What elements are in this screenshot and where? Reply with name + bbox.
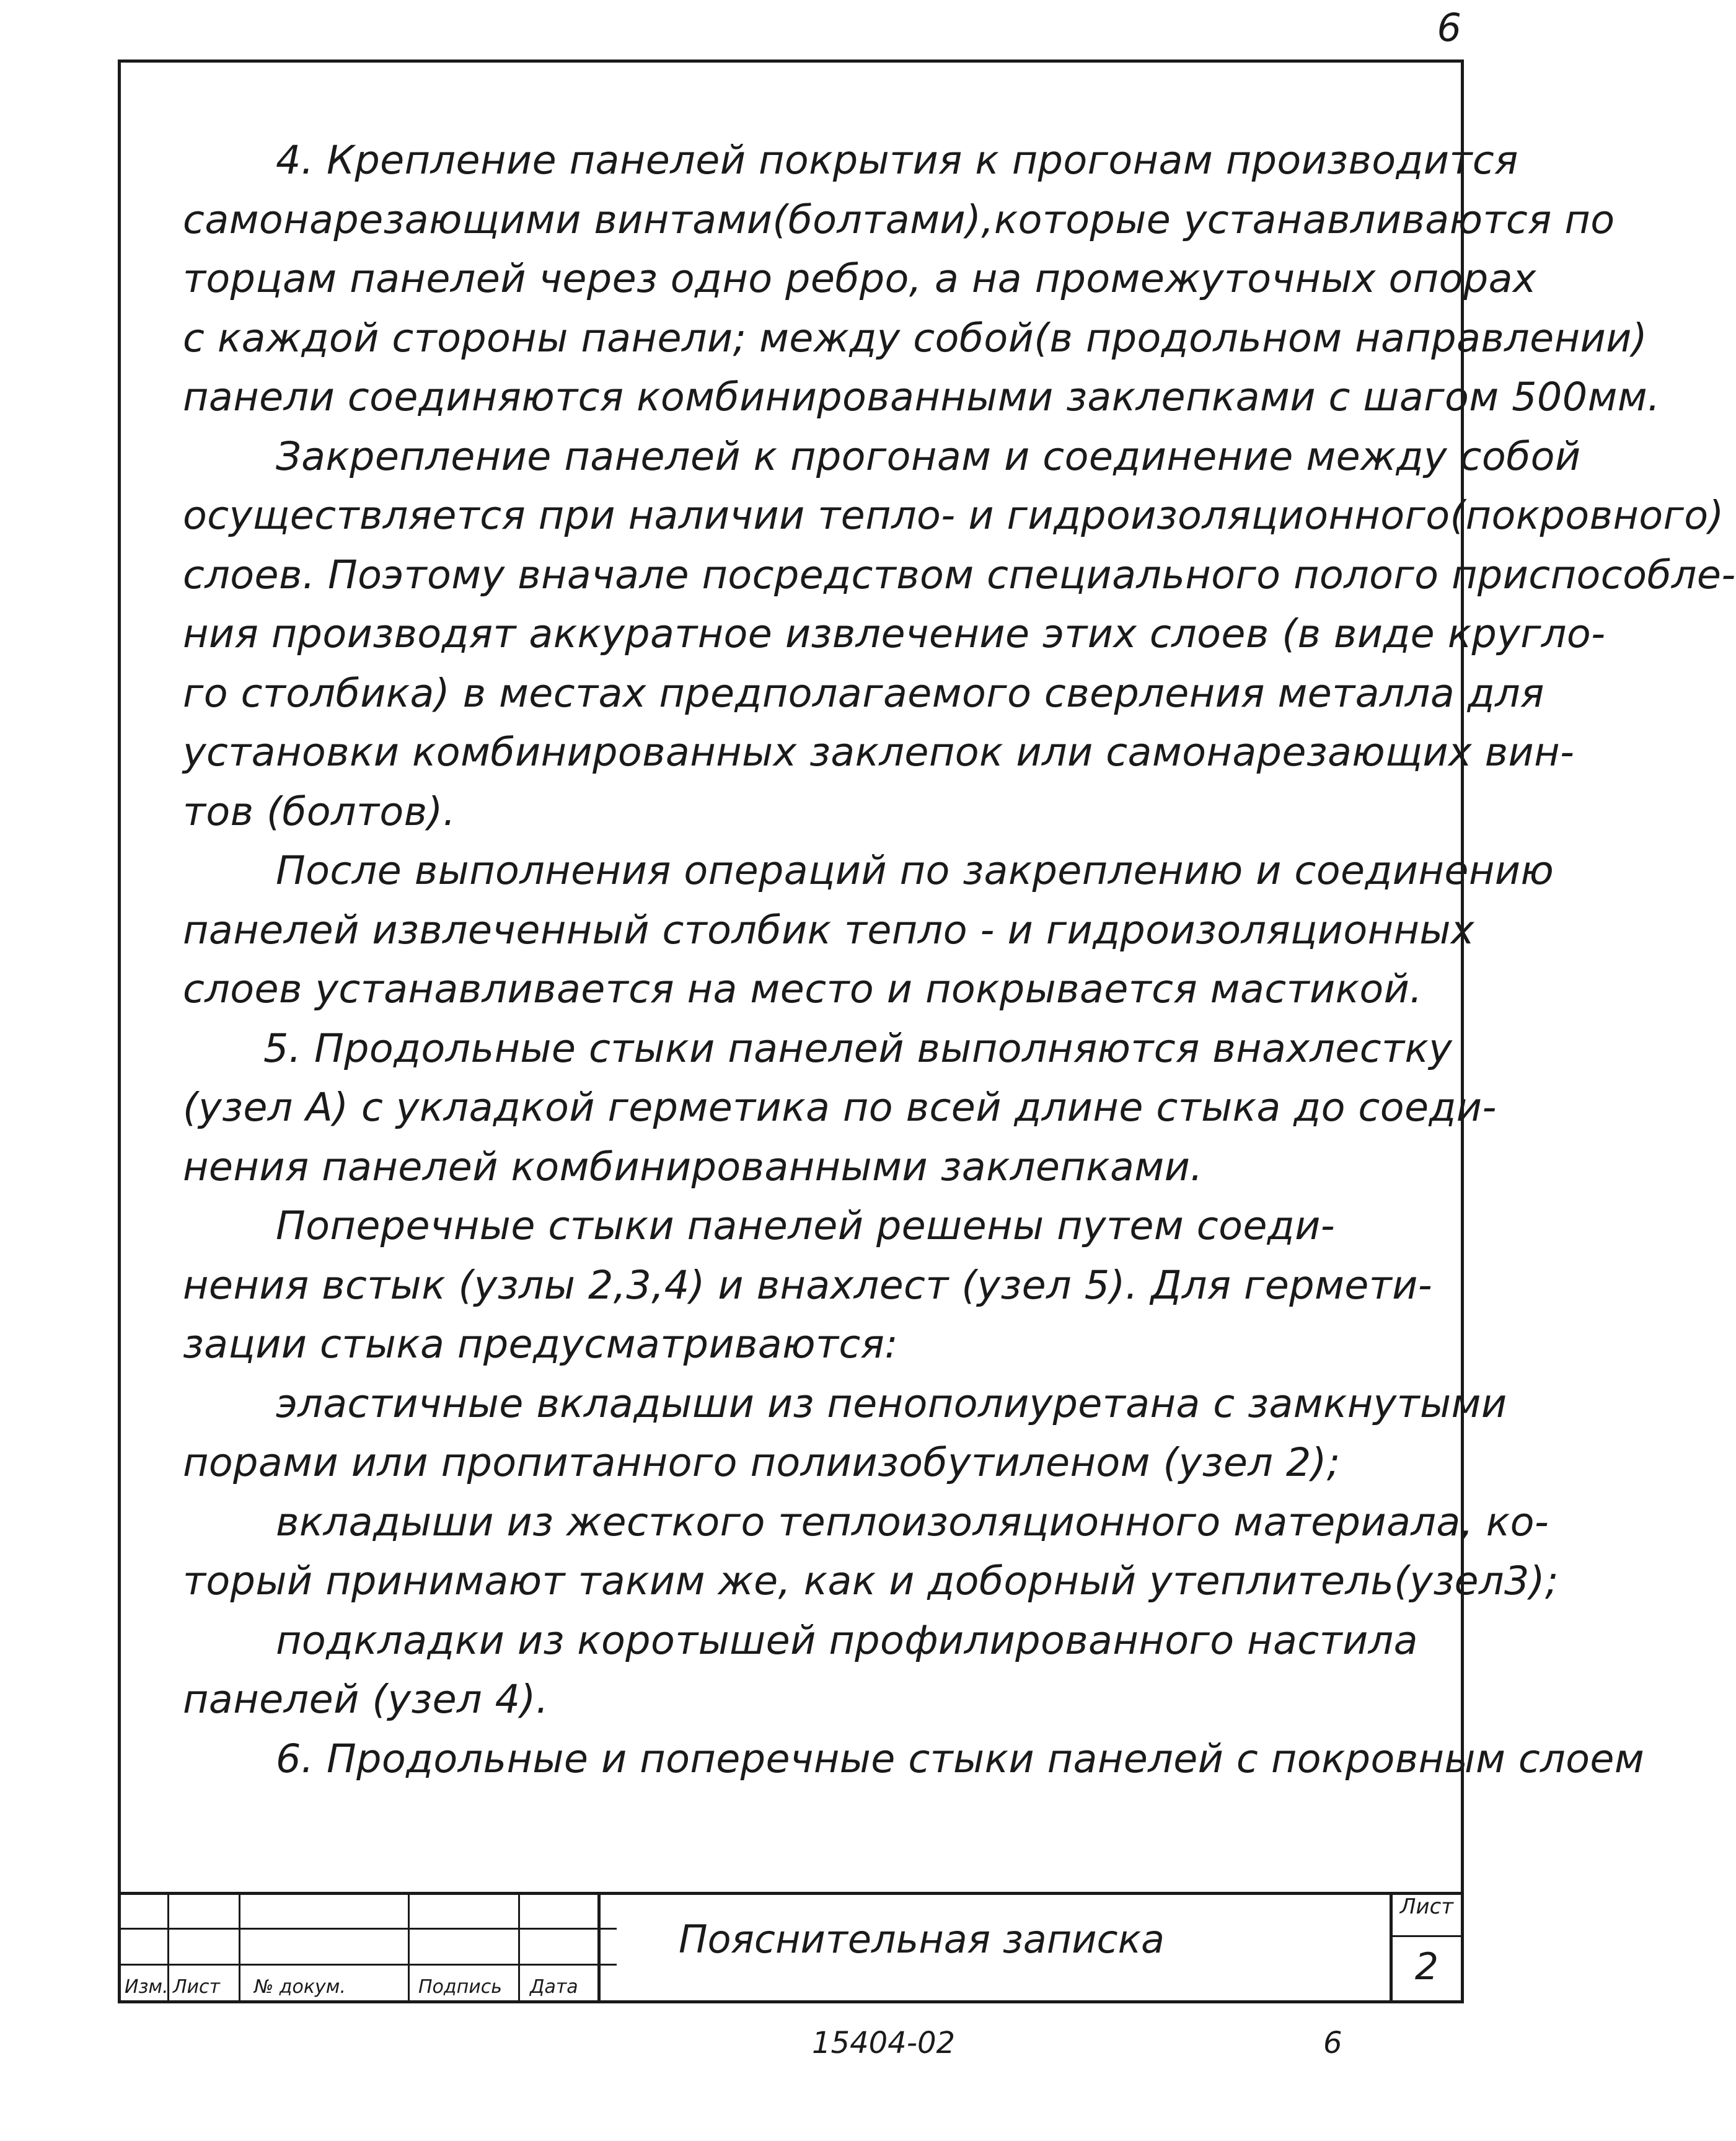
paragraph (183, 131, 1660, 427)
document-code: 15404-02 (812, 2026, 956, 2060)
text-line: После выполнения операций по закреплению и соединению (276, 847, 1554, 893)
paragraph (183, 427, 1736, 842)
text-line: порами или пропитанного полиизобутиленом (узел 2); (183, 1439, 1341, 1485)
text-line: ния производят аккуратное извлечение этих слоев (в виде кругло- (183, 611, 1606, 656)
text-line: Поперечные стыки панелей решены путем соеди- (276, 1203, 1336, 1248)
text-line: нения встык (узлы 2,3,4) и внахлест (узел 5). Для гермети- (183, 1261, 1433, 1308)
sheet-label: Лист (1399, 1894, 1454, 1919)
text-line: 5. Продольные стыки панелей выполняются внахлестку (263, 1025, 1453, 1071)
paragraph (183, 1611, 1416, 1729)
text-line: (узел А) с укладкой герметика по всей длине стыка до соеди- (183, 1084, 1497, 1130)
revision-grid (121, 1892, 617, 2000)
text-line: подкладки из коротышей профилированного настила (276, 1617, 1418, 1663)
footer-page-number: 6 (1323, 2026, 1342, 2060)
column-label-change: Изм. (125, 1976, 169, 1998)
text-line: осуществляется при наличии тепло- и гидроизоляционного(покровного) (183, 492, 1724, 538)
text-line: слоев устанавливается на место и покрывается мастикой. (183, 966, 1422, 1012)
body-text (183, 131, 1736, 1788)
column-label-sheet: Лист (173, 1976, 221, 1998)
text-line: Закрепление панелей к прогонам и соединение между собой (276, 433, 1581, 479)
paragraph (183, 1019, 1497, 1197)
text-line: панелей извлеченный столбик тепло - и гидроизоляционных (183, 906, 1474, 953)
text-line: слоев. Поэтому вначале посредством специального полого приспособле- (183, 551, 1736, 598)
paragraph (183, 841, 1554, 1019)
text-line: панели соединяются комбинированными заклепками с шагом 500мм. (183, 374, 1660, 420)
sheet-box (1390, 1892, 1461, 2000)
text-line: зации стыка предусматриваются: (183, 1321, 899, 1367)
document-title: Пояснительная записка (679, 1917, 1165, 1962)
text-line: панелей (узел 4). (183, 1676, 549, 1722)
paragraph (183, 1196, 1433, 1374)
paragraph (183, 1374, 1507, 1493)
title-block (121, 1892, 1461, 2000)
paragraph (183, 1729, 1645, 1789)
text-line: с каждой стороны панели; между собой(в продольном направлении) (183, 314, 1648, 361)
page-number-top: 6 (1437, 5, 1461, 50)
text-line: тов (болтов). (183, 788, 456, 834)
text-line: торый принимают таким же, как и доборный утеплитель(узел3); (183, 1558, 1559, 1604)
document-frame (118, 60, 1736, 2003)
column-label-date: Дата (530, 1976, 578, 1998)
text-line: го столбика) в местах предполагаемого сверления металла для (183, 669, 1544, 716)
paragraph (183, 1493, 1559, 1611)
text-line: установки комбинированных заклепок или самонарезающих вин- (183, 729, 1575, 775)
text-line: нения панелей комбинированными заклепками. (183, 1143, 1203, 1190)
text-line: вкладыши из жесткого теплоизоляционного материала, ко- (276, 1498, 1549, 1545)
column-label-document-number: № докум. (254, 1976, 346, 1998)
text-line: 4. Крепление панелей покрытия к прогонам производится (276, 137, 1518, 183)
column-label-signature: Подпись (418, 1976, 502, 1998)
text-line: эластичные вкладыши из пенополиуретана с замкнутыми (276, 1380, 1507, 1426)
sheet-number: 2 (1414, 1945, 1439, 1989)
text-line: 6. Продольные и поперечные стыки панелей с покровным слоем (276, 1735, 1645, 1781)
text-line: самонарезающими винтами(болтами),которые устанавливаются по (183, 196, 1615, 242)
text-line: торцам панелей через одно ребро, а на промежуточных опорах (183, 255, 1536, 301)
